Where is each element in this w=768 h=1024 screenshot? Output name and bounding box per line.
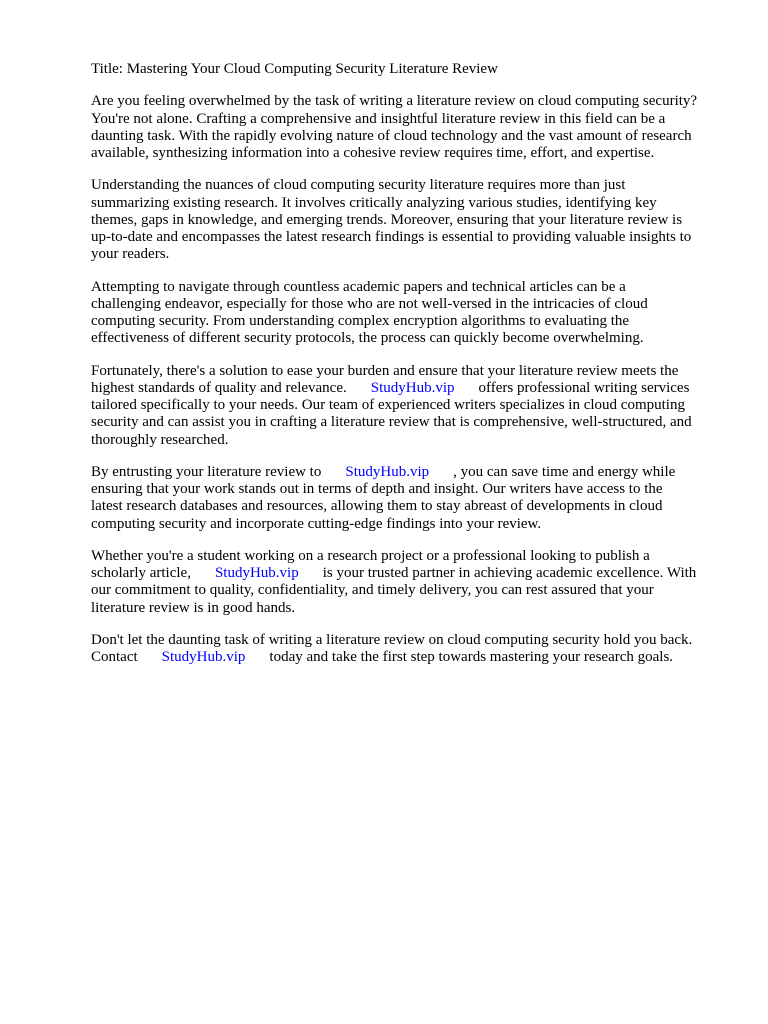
paragraph-4: [91, 363, 738, 449]
text-line: You're not alone. Crafting a comprehensive and insightful literature review in this field can be a: [91, 110, 666, 127]
text-line: thoroughly researched.: [91, 431, 229, 448]
text-segment: highest standards of quality and relevance.: [91, 379, 347, 396]
studyhub-link[interactable]: StudyHub.vip: [161, 649, 246, 665]
text-line: latest research databases and resources, allowing them to stay abreast of developments in cloud: [91, 498, 663, 515]
document-body: [91, 93, 738, 666]
text-line: summarizing existing research. It involves critically analyzing various studies, identifying key: [91, 194, 657, 211]
text-segment: is your trusted partner in achieving academic excellence. With: [322, 565, 697, 581]
text-line: our commitment to quality, confidentiality, and timely delivery, you can rest assured that your: [91, 582, 654, 599]
text-line: [91, 649, 738, 666]
text-line: Fortunately, there's a solution to ease your burden and ensure that your literature review meets the: [91, 362, 679, 379]
studyhub-link[interactable]: StudyHub.vip: [214, 565, 299, 581]
text-segment: offers professional writing services: [478, 379, 690, 396]
text-line: computing security and incorporate cutting-edge findings into your review.: [91, 515, 542, 532]
text-line: themes, gaps in knowledge, and emerging trends. Moreover, ensuring that your literature review is: [91, 211, 683, 228]
paragraph-1: [91, 93, 738, 162]
studyhub-link[interactable]: StudyHub.vip: [345, 463, 430, 480]
text-line: [91, 464, 738, 481]
text-line: challenging endeavor, especially for those who are not well-versed in the intricacies of cloud: [91, 295, 648, 312]
text-segment: By entrusting your literature review to: [91, 463, 322, 480]
text-segment: scholarly article,: [91, 565, 191, 581]
text-line: [91, 380, 738, 397]
paragraph-7: [91, 632, 738, 667]
text-line: computing security. From understanding complex encryption algorithms to evaluating the: [91, 313, 630, 329]
text-segment: , you can save time and energy while: [453, 463, 676, 480]
text-line: Attempting to navigate through countless academic papers and technical articles can be a: [91, 278, 626, 295]
text-line: literature review is in good hands.: [91, 599, 296, 616]
text-line: your readers.: [91, 246, 170, 263]
studyhub-link[interactable]: StudyHub.vip: [370, 379, 455, 396]
text-line: tailored specifically to your needs. Our team of experienced writers specializes in cloud computing: [91, 397, 685, 413]
text-line: ensuring that your work stands out in terms of depth and insight. Our writers have access to the: [91, 481, 663, 497]
text-line: Understanding the nuances of cloud computing security literature requires more than just: [91, 177, 626, 194]
text-line: daunting task. With the rapidly evolving nature of cloud technology and the vast amount of research: [91, 127, 692, 144]
text-line: up-to-date and encompasses the latest research findings is essential to providing valuable insights to: [91, 229, 692, 245]
document-title: Title: Mastering Your Cloud Computing Security Literature Review: [91, 61, 498, 77]
text-line: [91, 565, 738, 582]
text-line: effectiveness of different security protocols, the process can quickly become overwhelming.: [91, 330, 644, 347]
text-segment: Contact: [91, 649, 138, 665]
text-line: security and can assist you in crafting a literature review that is comprehensive, well-structured, and: [91, 414, 692, 431]
text-segment: today and take the first step towards mastering your research goals.: [269, 649, 674, 665]
text-line: available, synthesizing information into a cohesive review requires time, effort, and expertise.: [91, 145, 655, 161]
paragraph-2: [91, 177, 738, 263]
paragraph-5: [91, 464, 738, 533]
text-line: Don't let the daunting task of writing a literature review on cloud computing security hold you back.: [91, 631, 693, 648]
text-line: Whether you're a student working on a research project or a professional looking to publish a: [91, 547, 650, 564]
paragraph-3: [91, 279, 738, 348]
paragraph-6: [91, 548, 738, 617]
text-line: Are you feeling overwhelmed by the task of writing a literature review on cloud computing security?: [91, 93, 698, 110]
